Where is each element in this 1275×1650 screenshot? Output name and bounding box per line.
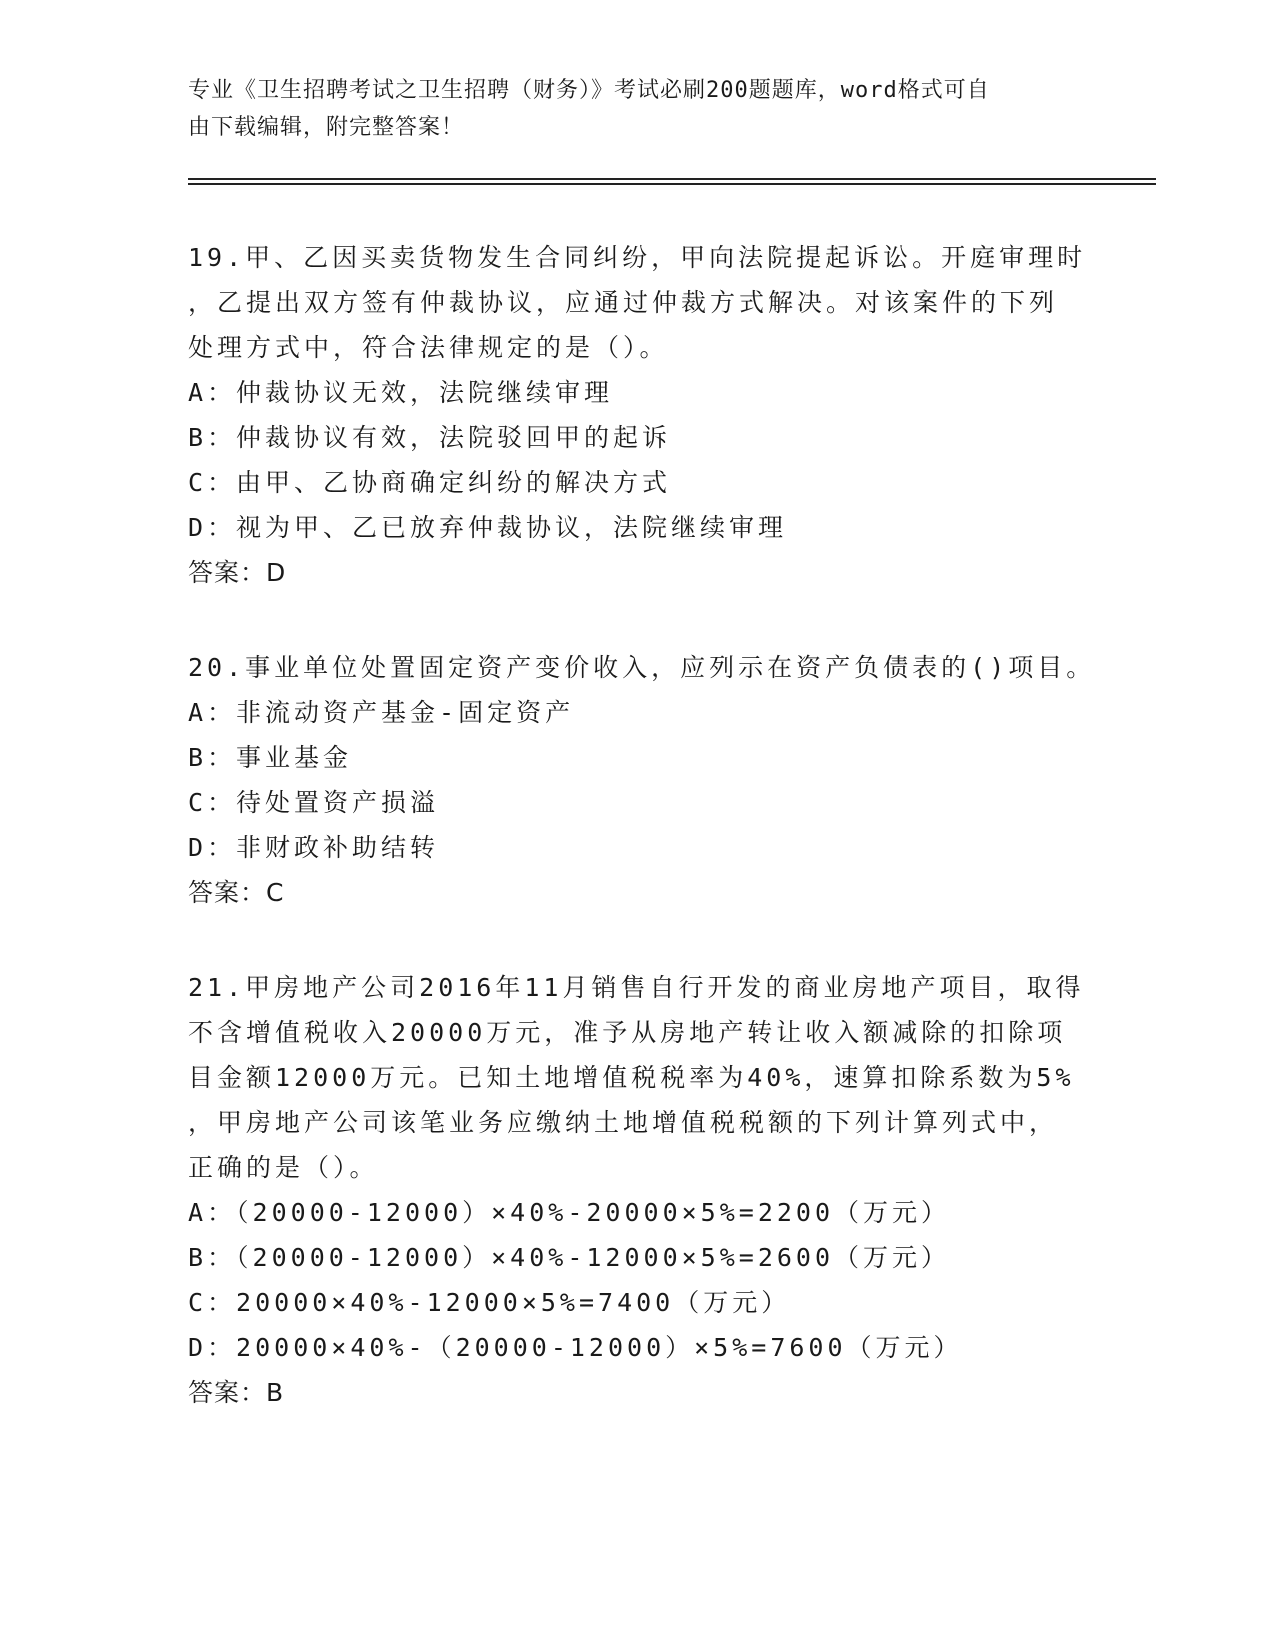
question-stem [188, 965, 1088, 1190]
option-b: B：事业基金 [188, 743, 353, 772]
document-header [188, 72, 1068, 146]
stem-line: 处理方式中，符合法律规定的是（）。 [188, 333, 669, 362]
answer: 答案：B [188, 1378, 285, 1407]
stem-line: 19.甲、乙因买卖货物发生合同纠纷，甲向法院提起诉讼。开庭审理时 [188, 243, 1087, 272]
header-divider-top [188, 178, 1156, 180]
stem-line: 21.甲房地产公司2016年11月销售自行开发的商业房地产项目，取得 [188, 973, 1085, 1002]
question-stem [188, 645, 1096, 690]
answer: 答案：C [188, 878, 285, 907]
option-c: C：待处置资产损溢 [188, 788, 440, 817]
stem-line: ，甲房地产公司该笔业务应缴纳土地增值税税额的下列计算列式中， [188, 1108, 1059, 1137]
header-line-1: 专业《卫生招聘考试之卫生招聘（财务）》考试必刷200题题库，word格式可自 [188, 78, 990, 103]
question-19 [188, 235, 1088, 595]
question-21 [188, 965, 1088, 1415]
question-20 [188, 645, 1096, 915]
option-a: A：非流动资产基金-固定资产 [188, 698, 575, 727]
option-d: D：20000×40%-（20000-12000）×5%=7600（万元） [188, 1333, 963, 1362]
answer: 答案：D [188, 558, 287, 587]
stem-line: 正确的是（）。 [188, 1153, 379, 1182]
header-line-2: 由下载编辑，附完整答案！ [188, 115, 465, 140]
stem-line: ，乙提出双方签有仲裁协议，应通过仲裁方式解决。对该案件的下列 [188, 288, 1059, 317]
stem-line: 目金额12000万元。已知土地增值税税率为40%，速算扣除系数为5% [188, 1063, 1075, 1092]
option-a: A：仲裁协议无效，法院继续审理 [188, 378, 614, 407]
option-b: B：仲裁协议有效，法院驳回甲的起诉 [188, 423, 672, 452]
option-a: A：（20000-12000）×40%-20000×5%=2200（万元） [188, 1198, 951, 1227]
option-c: C：由甲、乙协商确定纠纷的解决方式 [188, 468, 672, 497]
option-d: D：视为甲、乙已放弃仲裁协议，法院继续审理 [188, 513, 788, 542]
option-b: B：（20000-12000）×40%-12000×5%=2600（万元） [188, 1243, 951, 1272]
stem-line: 20.事业单位处置固定资产变价收入，应列示在资产负债表的()项目。 [188, 653, 1096, 682]
option-d: D：非财政补助结转 [188, 833, 440, 862]
option-c: C：20000×40%-12000×5%=7400（万元） [188, 1288, 791, 1317]
header-divider-bottom [188, 183, 1156, 185]
question-stem [188, 235, 1088, 370]
stem-line: 不含增值税收入20000万元，准予从房地产转让收入额减除的扣除项 [188, 1018, 1067, 1047]
